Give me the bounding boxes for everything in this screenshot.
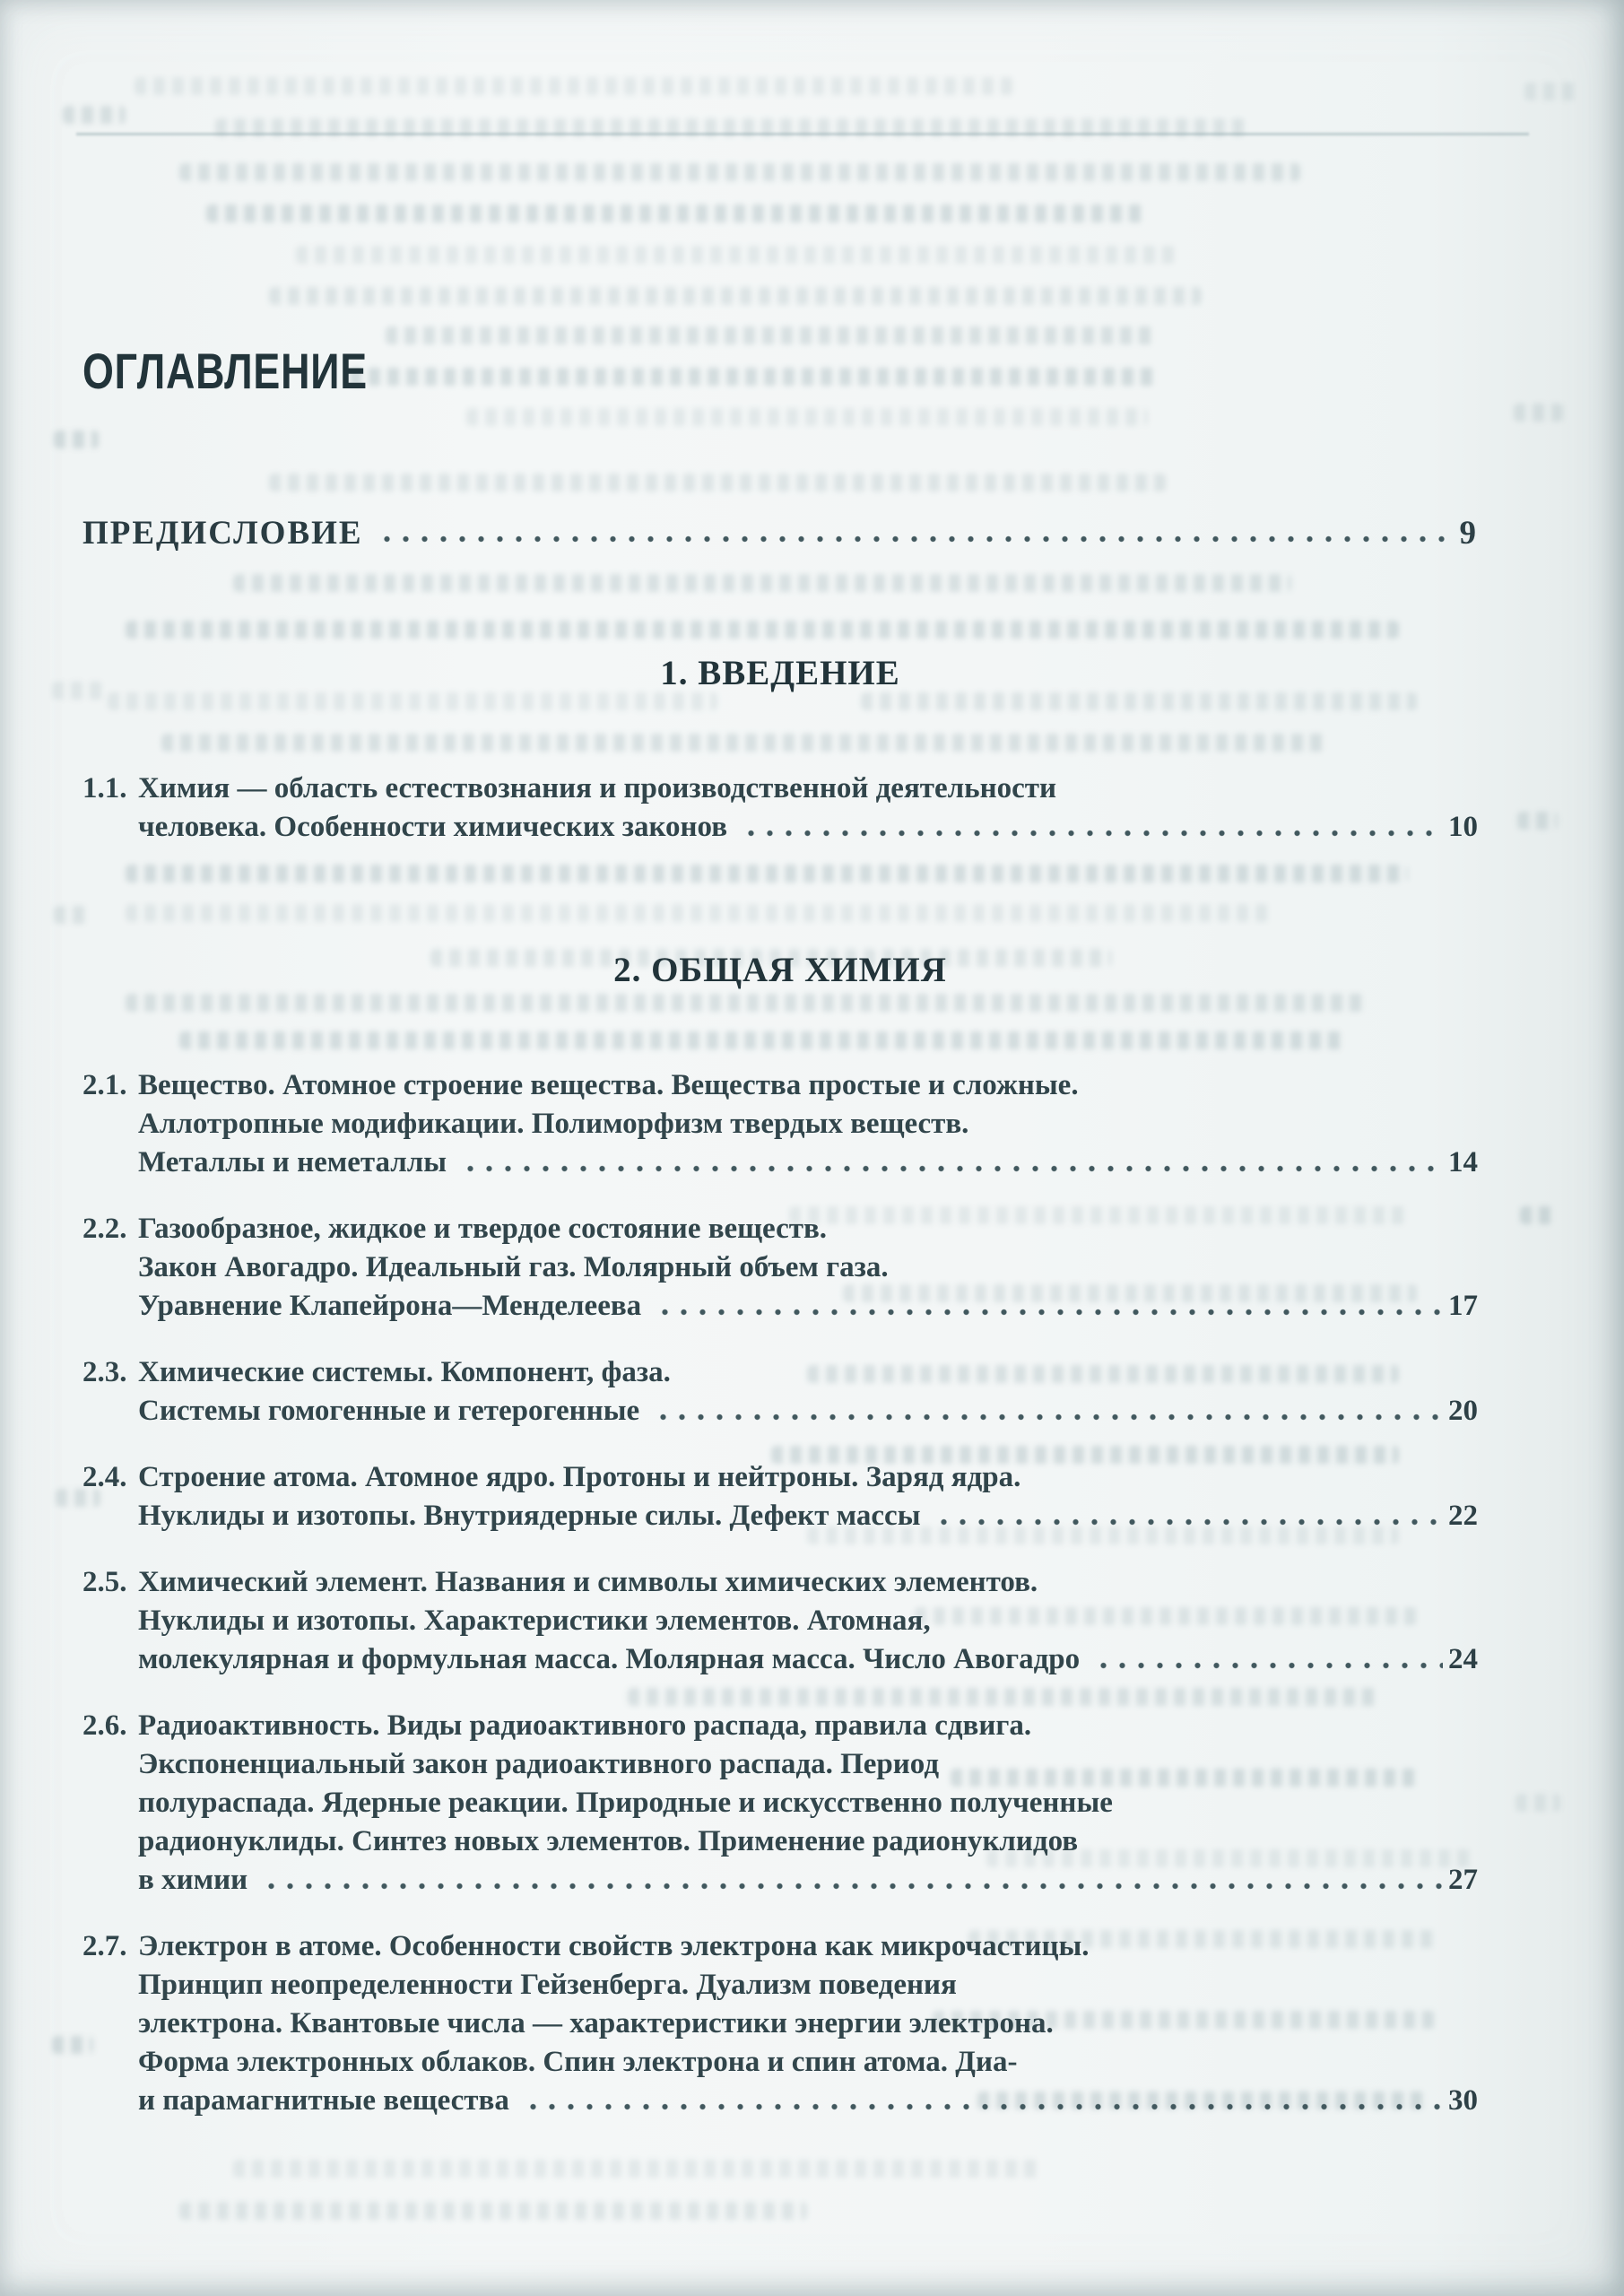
toc-entry-2-2 (83, 1210, 1478, 1326)
entry-number: 2.1. (83, 1069, 127, 1101)
toc-entry-2-4 (83, 1458, 1478, 1535)
entry-line: Строение атома. Атомное ядро. Протоны и нейтроны. Заряд ядра. (138, 1461, 1021, 1493)
bleed-through-artifact (350, 368, 1157, 386)
dot-leader (260, 1880, 1443, 1892)
bleed-through-artifact (179, 2202, 807, 2220)
toc-entry-2-6 (83, 1707, 1478, 1900)
entry-line: Вещество. Атомное строение вещества. Вещества простые и сложные. (138, 1069, 1079, 1101)
page-number: 24 (1448, 1643, 1478, 1675)
page-number: 20 (1448, 1395, 1478, 1427)
entry-number: 2.4. (83, 1461, 127, 1493)
toc-entry-2-7 (83, 1927, 1478, 2120)
dot-leader (654, 1306, 1443, 1318)
bleed-through-artifact (466, 408, 1148, 426)
entry-number: 2.7. (83, 1930, 127, 1962)
entry-line: Химия — область естествознания и производственной деятельности (138, 772, 1057, 804)
bleed-through-artifact (296, 246, 1175, 264)
entry-line: молекулярная и формульная масса. Молярная масса. Число Авогадро (138, 1643, 1081, 1675)
entry-line: Принцип неопределенности Гейзенберга. Дуализм поведения (138, 1969, 957, 2001)
entry-line: Химический элемент. Названия и символы химических элементов. (138, 1566, 1038, 1598)
dot-leader (459, 1162, 1443, 1175)
bleed-through-artifact (269, 287, 1202, 305)
entry-line: Химические системы. Компонент, фаза. (138, 1356, 671, 1388)
page-number: 14 (1448, 1146, 1478, 1178)
entry-line: электрона. Квантовые числа — характеристики энергии электрона. (138, 2007, 1054, 2039)
entry-number: 2.5. (83, 1566, 127, 1598)
toc-entry-1-1 (83, 770, 1478, 847)
page-number: 27 (1448, 1864, 1478, 1896)
preface-label: ПРЕДИСЛОВИЕ (83, 515, 363, 552)
entry-line: Металлы и неметаллы (138, 1146, 447, 1178)
bleed-through-artifact (63, 106, 126, 124)
dot-leader (740, 827, 1443, 839)
entry-line: Нуклиды и изотопы. Внутриядерные силы. Дефект массы (138, 1500, 921, 1532)
dot-leader (376, 533, 1455, 545)
page-number: 10 (1448, 811, 1478, 843)
bleed-through-artifact (269, 474, 1166, 491)
entry-line: Электрон в атоме. Особенности свойств электрона как микрочастицы. (138, 1930, 1090, 1962)
entry-line: Нуклиды и изотопы. Характеристики элементов. Атомная, (138, 1605, 931, 1637)
page-number: 9 (1459, 515, 1478, 552)
toc-entry-preface (83, 512, 1478, 554)
page-number: 30 (1448, 2084, 1478, 2117)
entry-line: Аллотропные модификации. Полиморфизм твердых веществ. (138, 1108, 969, 1140)
bleed-through-artifact (54, 430, 99, 448)
entry-number: 2.6. (83, 1709, 127, 1742)
entry-number: 1.1. (83, 772, 127, 804)
entry-number: 2.3. (83, 1356, 127, 1388)
dot-leader (1092, 1659, 1443, 1672)
bleed-through-artifact (206, 204, 1148, 222)
dot-leader (933, 1516, 1443, 1528)
bleed-through-artifact (179, 163, 1300, 181)
entry-line: Форма электронных облаков. Спин электрона и спин атома. Диа- (138, 2046, 1018, 2078)
toc-entry-2-5 (83, 1563, 1478, 1679)
section-heading-general-chemistry: 2. ОБЩАЯ ХИМИЯ (613, 951, 947, 989)
entry-line: полураспада. Ядерные реакции. Природные и искусственно полученные (138, 1787, 1113, 1819)
bleed-through-artifact (1515, 1794, 1560, 1812)
bleed-through-artifact (386, 326, 1157, 344)
entry-line: Радиоактивность. Виды радиоактивного распада, правила сдвига. (138, 1709, 1032, 1742)
entry-line: человека. Особенности химических законов (138, 811, 728, 843)
page-number: 22 (1448, 1500, 1478, 1532)
section-heading-introduction: 1. ВВЕДЕНИЕ (660, 654, 900, 692)
entry-line: Системы гомогенные и гетерогенные (138, 1395, 640, 1427)
bleed-through-artifact (1520, 1206, 1556, 1224)
bleed-through-artifact (233, 2160, 1040, 2178)
entry-line: Газообразное, жидкое и твердое состояние веществ. (138, 1213, 828, 1245)
entry-line: Экспоненциальный закон радиоактивного распада. Период (138, 1748, 940, 1780)
toc-entry-2-3 (83, 1353, 1478, 1431)
dot-leader (522, 2100, 1443, 2113)
bleed-through-artifact (1514, 404, 1563, 422)
entry-line: и парамагнитные вещества (138, 2084, 509, 2117)
bleed-through-header-rule (76, 133, 1529, 135)
dot-leader (652, 1411, 1443, 1423)
page-number: 17 (1448, 1290, 1478, 1322)
toc-entry-2-1 (83, 1066, 1478, 1182)
entry-line: Уравнение Клапейрона—Менделеева (138, 1290, 642, 1322)
entry-number: 2.2. (83, 1213, 127, 1245)
bleed-through-artifact (1524, 83, 1578, 100)
entry-line: в химии (138, 1864, 248, 1896)
bleed-through-artifact (135, 77, 1013, 95)
page-title: ОГЛАВЛЕНИЕ (83, 343, 368, 399)
toc-column (83, 512, 1478, 2148)
bleed-through-artifact (1517, 812, 1558, 830)
entry-line: радионуклиды. Синтез новых элементов. Применение радионуклидов (138, 1825, 1079, 1857)
entry-line: Закон Авогадро. Идеальный газ. Молярный объем газа. (138, 1251, 889, 1283)
